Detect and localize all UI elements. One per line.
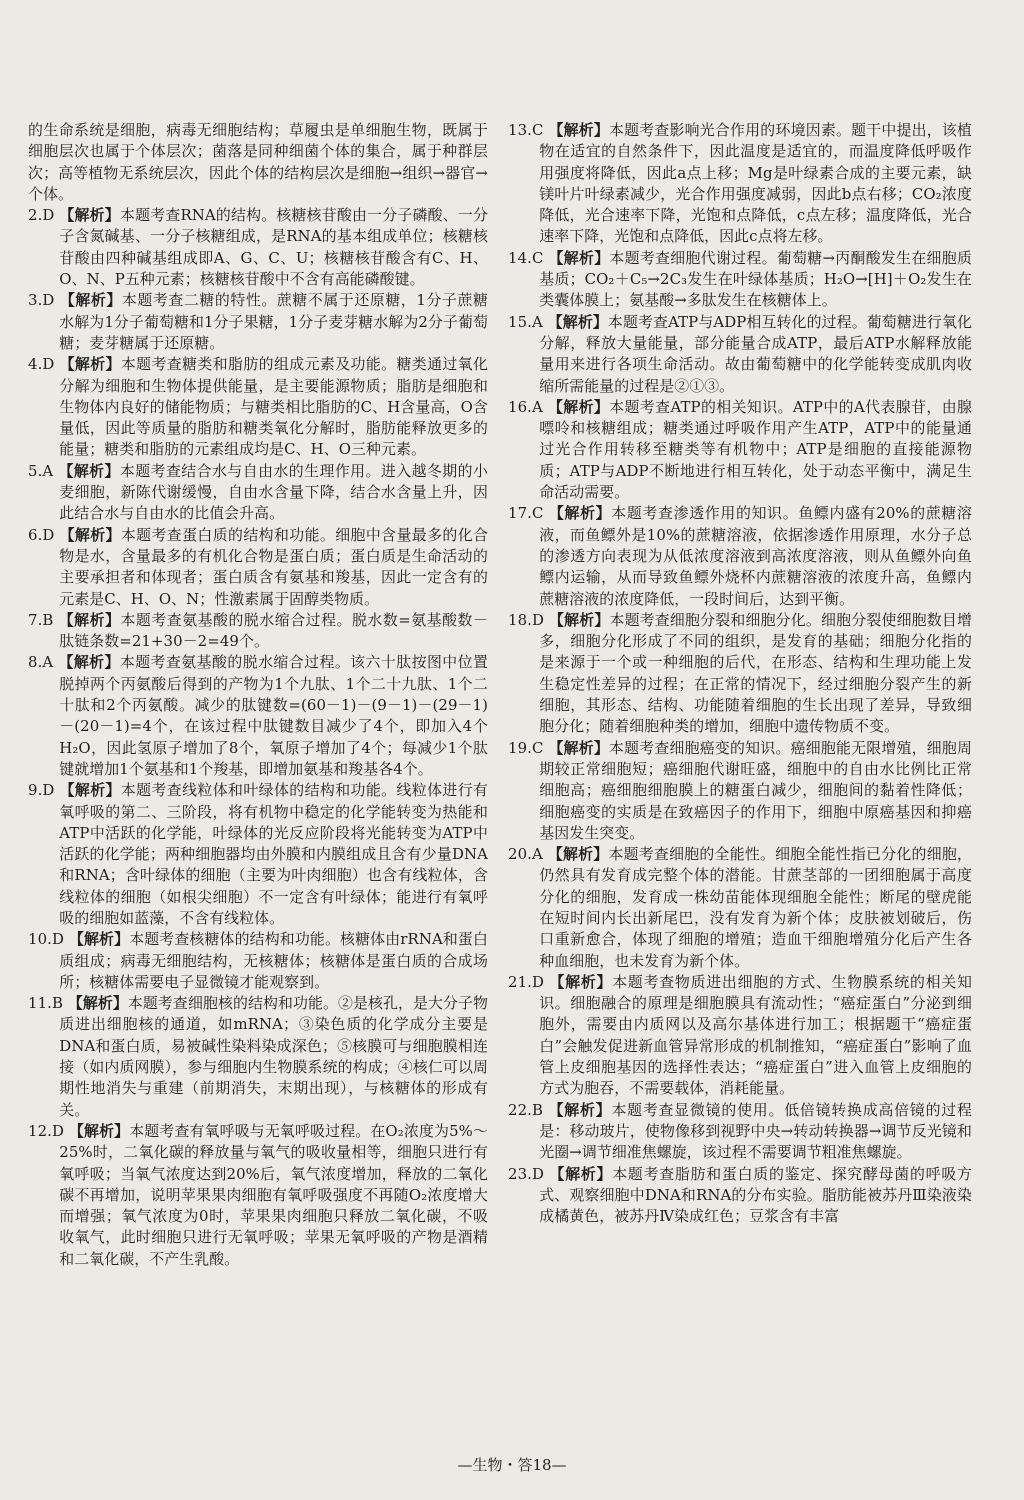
analysis-text: 本题考查蛋白质的结构和功能。细胞中含量最多的化合物是水，含量最多的有机化合物是蛋白质；蛋白质是生命活动的主要承担者和体现者；蛋白质含有氨基和羧基，因此一定含有的元素是C、H、O、N；性激素属于固醇类物质。 bbox=[59, 525, 488, 608]
answer-key: 10.D bbox=[28, 930, 65, 949]
analysis-tag: 【解析】 bbox=[549, 610, 610, 629]
answer-key: 20.A bbox=[508, 845, 543, 864]
answer-key: 18.D bbox=[508, 610, 545, 629]
answer-item bbox=[28, 525, 488, 610]
analysis-tag: 【解析】 bbox=[59, 206, 120, 225]
analysis-text: 本题考查显微镜的使用。低倍镜转换成高倍镜的过程是：移动玻片，使物像移到视野中央→转动转换器→调节反光镜和光圈→调节细准焦螺旋，该过程不需要调节粗准焦螺旋。 bbox=[539, 1100, 972, 1162]
analysis-tag: 【解析】 bbox=[547, 845, 609, 864]
analysis-tag: 【解析】 bbox=[548, 397, 610, 416]
left-column bbox=[28, 120, 488, 1270]
analysis-tag: 【解析】 bbox=[68, 930, 130, 949]
analysis-text: 本题考查细胞核的结构和功能。②是核孔，是大分子物质进出细胞核的通道，如mRNA；③染色质的化学成分主要是DNA和蛋白质，易被碱性染料染成深色；⑤核膜可与细胞膜相连接（如内质网膜），参与细胞内生物膜系统的构成；④核仁可以周期性地消失与重建（前期消失，末期出现），与核糖体的形成有关。 bbox=[59, 994, 489, 1119]
answer-key: 3.D bbox=[28, 291, 55, 310]
answer-item bbox=[28, 652, 488, 780]
analysis-text: 本题考查线粒体和叶绿体的结构和功能。线粒体进行有氧呼吸的第二、三阶段，将有机物中稳定的化学能转变为热能和ATP中活跃的化学能，叶绿体的光反应阶段将光能转变为ATP中活跃的化学能；两种细胞器均由外膜和内膜组成且含有少量DNA和RNA；含叶绿体的细胞（主要为叶肉细胞）也含有线粒体，含线粒体的细胞（如根尖细胞）不一定含有叶绿体；能进行有氧呼吸的细胞如蓝藻，不含有线粒体。 bbox=[59, 781, 488, 927]
analysis-text: 本题考查氨基酸的脱水缩合过程。该六十肽按图中位置脱掉两个丙氨酸后得到的产物为1个九肽、1个二十九肽、1个二十肽和2个丙氨酸。减少的肽键数=(60－1)－(9－1)－(29－1)－(20－1)=4个，在该过程中肽键数目减少了4个，即加入4个H₂O，因此氢原子增加了8个，氧原子增加了4个；每减少1个肽键就增加1个氨基和1个羧基，即增加氨基和羧基各4个。 bbox=[59, 653, 488, 778]
analysis-text: 本题考查ATP与ADP相互转化的过程。葡萄糖进行氧化分解，释放大量能量，部分能量合成ATP，最后ATP水解释放能量用来进行各项生命活动。故由葡萄糖中的化学能转变成肌肉收缩所需能量的过程是②①③。 bbox=[539, 312, 972, 395]
analysis-text: 本题考查ATP的相关知识。ATP中的A代表腺苷，由腺嘌呤和核糖组成；糖类通过呼吸作用产生ATP，ATP中的能量通过光合作用转移至糖类等有机物中；ATP是细胞的直接能源物质；ATP与ADP不断地进行相互转化，处于动态平衡中，满足生命活动需要。 bbox=[539, 397, 972, 502]
analysis-text: 本题考查有氧呼吸与无氧呼吸过程。在O₂浓度为5%～25%时，二氧化碳的释放量与氧气的吸收量相等，细胞只进行有氧呼吸；当氧气浓度达到20%后，氧气浓度增加，释放的二氧化碳不再增加，说明苹果果肉细胞有氧呼吸强度不再随O₂浓度增大而增强；氧气浓度为0时，苹果果肉细胞只释放二氧化碳，不吸收氧气，此时细胞只进行无氧呼吸；苹果无氧呼吸的产物是酒精和二氧化碳，不产生乳酸。 bbox=[59, 1121, 488, 1268]
analysis-text: 本题考查脂肪和蛋白质的鉴定、探究酵母菌的呼吸方式、观察细胞中DNA和RNA的分布实验。脂肪能被苏丹Ⅲ染液染成橘黄色，被苏丹Ⅳ染成红色；豆浆含有丰富 bbox=[539, 1164, 972, 1226]
analysis-text: 本题考查细胞代谢过程。葡萄糖→丙酮酸发生在细胞质基质；CO₂＋C₅→2C₃发生在叶绿体基质；H₂O→[H]＋O₂发生在类囊体膜上；氨基酸→多肽发生在核糖体上。 bbox=[539, 248, 972, 310]
answer-item bbox=[508, 972, 972, 1100]
analysis-text: 本题考查核糖体的结构和功能。核糖体由rRNA和蛋白质组成；病毒无细胞结构，无核糖体；核糖体是蛋白质的合成场所；核糖体需要电子显微镜才能观察到。 bbox=[59, 930, 488, 991]
analysis-tag: 【解析】 bbox=[58, 461, 120, 480]
answer-item bbox=[508, 248, 972, 312]
answer-key: 22.B bbox=[508, 1100, 544, 1119]
answer-item bbox=[28, 354, 488, 460]
analysis-tag: 【解析】 bbox=[59, 781, 121, 800]
answer-item bbox=[28, 461, 488, 525]
answer-item bbox=[508, 1164, 972, 1228]
answer-key: 7.B bbox=[28, 610, 54, 629]
intro-paragraph: 的生命系统是细胞，病毒无细胞结构；草履虫是单细胞生物，既属于细胞层次也属于个体层次；菌落是同种细菌个体的集合，属于种群层次；高等植物无系统层次，因此个体的结构层次是细胞→组织→器官→个体。 bbox=[28, 121, 488, 203]
analysis-text: 本题考查细胞的全能性。细胞全能性指已分化的细胞，仍然具有发育成完整个体的潜能。甘蔗茎部的一团细胞属于高度分化的细胞，发育成一株幼苗能体现细胞全能性；断尾的壁虎能在短时间内长出新尾巴，没有发育为新个体；皮肤被划破后，伤口重新愈合，体现了细胞的增殖；造血干细胞增殖分化后产生各种血细胞，也未发育为新个体。 bbox=[539, 845, 972, 970]
answer-item bbox=[28, 780, 488, 929]
answer-key: 11.B bbox=[28, 994, 64, 1013]
answer-key: 21.D bbox=[508, 972, 545, 991]
analysis-tag: 【解析】 bbox=[59, 525, 121, 544]
analysis-tag: 【解析】 bbox=[549, 972, 613, 991]
answer-key: 19.C bbox=[508, 738, 544, 757]
answer-key: 17.C bbox=[508, 504, 544, 523]
analysis-text: 本题考查糖类和脂肪的组成元素及功能。糖类通过氧化分解为细胞和生物体提供能量，是主要能源物质；脂肪是细胞和生物体内良好的储能物质；与糖类相比脂肪的C、H含量高，O含量低，因此等质量的脂肪和糖类氧化分解时，脂肪能释放更多的能量；糖类和脂肪的元素组成均是C、H、O三种元素。 bbox=[59, 355, 488, 459]
answer-key: 4.D bbox=[28, 355, 55, 374]
analysis-text: 本题考查氨基酸的脱水缩合过程。脱水数=氨基酸数－肽链条数=21+30－2=49个。 bbox=[59, 610, 488, 651]
analysis-tag: 【解析】 bbox=[59, 291, 122, 310]
analysis-tag: 【解析】 bbox=[58, 610, 121, 629]
answer-key: 9.D bbox=[28, 781, 55, 800]
analysis-text: 本题考查二糖的特性。蔗糖不属于还原糖，1分子蔗糖水解为1分子葡萄糖和1分子果糖，1分子麦芽糖水解为2分子葡萄糖；麦芽糖属于还原糖。 bbox=[59, 291, 489, 352]
answer-key: 15.A bbox=[508, 312, 543, 331]
answer-key: 12.D bbox=[28, 1121, 65, 1140]
answer-item bbox=[28, 290, 488, 354]
answer-item bbox=[508, 120, 972, 248]
analysis-tag: 【解析】 bbox=[548, 248, 610, 267]
answer-item bbox=[508, 738, 972, 844]
analysis-text: 本题考查影响光合作用的环境因素。题干中提出，该植物在适宜的自然条件下，因此温度是适宜的，而温度降低呼吸作用强度将降低，因此a点上移；Mg是叶绿素合成的主要元素，缺镁叶片叶绿素减少，光合作用强度减弱，因此b点右移；CO₂浓度降低，光合速率下降，光饱和点降低，c点左移；温度降低，光合速率下降，光饱和点降低，因此c点将左移。 bbox=[539, 121, 972, 246]
answer-item bbox=[508, 610, 972, 738]
answer-item bbox=[508, 312, 972, 397]
answer-key: 6.D bbox=[28, 525, 55, 544]
analysis-text: 本题考查结合水与自由水的生理作用。进入越冬期的小麦细胞，新陈代谢缓慢，自由水含量下降，结合水含量上升，因此结合水与自由水的比值会升高。 bbox=[59, 461, 488, 523]
analysis-tag: 【解析】 bbox=[548, 121, 609, 139]
answer-key: 14.C bbox=[508, 248, 544, 267]
analysis-tag: 【解析】 bbox=[547, 312, 608, 331]
answer-key: 23.D bbox=[508, 1164, 545, 1183]
analysis-tag: 【解析】 bbox=[67, 994, 128, 1013]
analysis-text: 本题考查物质进出细胞的方式、生物膜系统的相关知识。细胞融合的原理是细胞膜具有流动性；“癌症蛋白”分泌到细胞外，需要由内质网以及高尔基体进行加工；根据题干“癌症蛋白”会触发促进新血管异常形成的机制推知，“癌症蛋白”影响了血管上皮细胞基因的选择性表达；“癌症蛋白”进入血管上皮细胞的方式为胞吞，不需要载体，消耗能量。 bbox=[539, 972, 972, 1098]
answer-item bbox=[508, 844, 972, 972]
analysis-text: 本题考查RNA的结构。核糖核苷酸由一分子磷酸、一分子含氮碱基、一分子核糖组成，是RNA的基本组成单位；核糖核苷酸由四种碱基组成即A、G、C、U；核糖核苷酸含有C、H、O、N、P五种元素；核糖核苷酸中不含有高能磷酸键。 bbox=[59, 206, 488, 289]
answer-key: 5.A bbox=[28, 461, 54, 480]
answer-item bbox=[28, 205, 488, 290]
analysis-tag: 【解析】 bbox=[548, 1100, 612, 1119]
answer-item bbox=[28, 610, 488, 653]
analysis-tag: 【解析】 bbox=[548, 504, 612, 523]
analysis-tag: 【解析】 bbox=[59, 355, 121, 374]
answer-key: 13.C bbox=[508, 121, 544, 139]
answer-item bbox=[28, 1121, 488, 1270]
analysis-tag: 【解析】 bbox=[549, 1164, 613, 1183]
answer-key: 16.A bbox=[508, 397, 543, 416]
analysis-text: 本题考查渗透作用的知识。鱼鳔内盛有20%的蔗糖溶液，而鱼鳔外是10%的蔗糖溶液，依据渗透作用原理，水分子总的渗透方向表现为从低浓度溶液到高浓度溶液，则从鱼鳔外向鱼鳔内运输，从而导致鱼鳔外烧杯内蔗糖溶液的浓度升高，鱼鳔内蔗糖溶液的浓度降低，一段时间后，达到平衡。 bbox=[539, 504, 973, 608]
analysis-tag: 【解析】 bbox=[58, 653, 120, 672]
analysis-tag: 【解析】 bbox=[68, 1121, 130, 1140]
answer-item bbox=[28, 993, 488, 1121]
analysis-tag: 【解析】 bbox=[548, 738, 609, 757]
answer-item bbox=[508, 1100, 972, 1164]
right-column bbox=[508, 120, 972, 1227]
answer-key: 8.A bbox=[28, 653, 54, 672]
analysis-text: 本题考查细胞分裂和细胞分化。细胞分裂使细胞数目增多，细胞分化形成了不同的组织，是发育的基础；细胞分化指的是来源于一个或一种细胞的后代，在形态、结构和生理功能上发生稳定性差异的过程；在正常的情况下，经过细胞分裂产生的新细胞，其形态、结构、功能随着细胞的生长出现了差异，导致细胞分化；随着细胞种类的增加，细胞中遗传物质不变。 bbox=[539, 610, 973, 736]
answer-item bbox=[508, 503, 972, 609]
analysis-text: 本题考查细胞癌变的知识。癌细胞能无限增殖，细胞周期较正常细胞短；癌细胞代谢旺盛，细胞中的自由水比例比正常细胞高；癌细胞细胞膜上的糖蛋白减少，细胞间的黏着性降低；细胞癌变的实质是在致癌因子的作用下，细胞中原癌基因和抑癌基因发生突变。 bbox=[539, 738, 972, 842]
page-footer: —生物・答18— bbox=[457, 1456, 567, 1474]
answer-key: 2.D bbox=[28, 206, 55, 225]
answer-item bbox=[28, 929, 488, 993]
answer-item bbox=[508, 397, 972, 503]
